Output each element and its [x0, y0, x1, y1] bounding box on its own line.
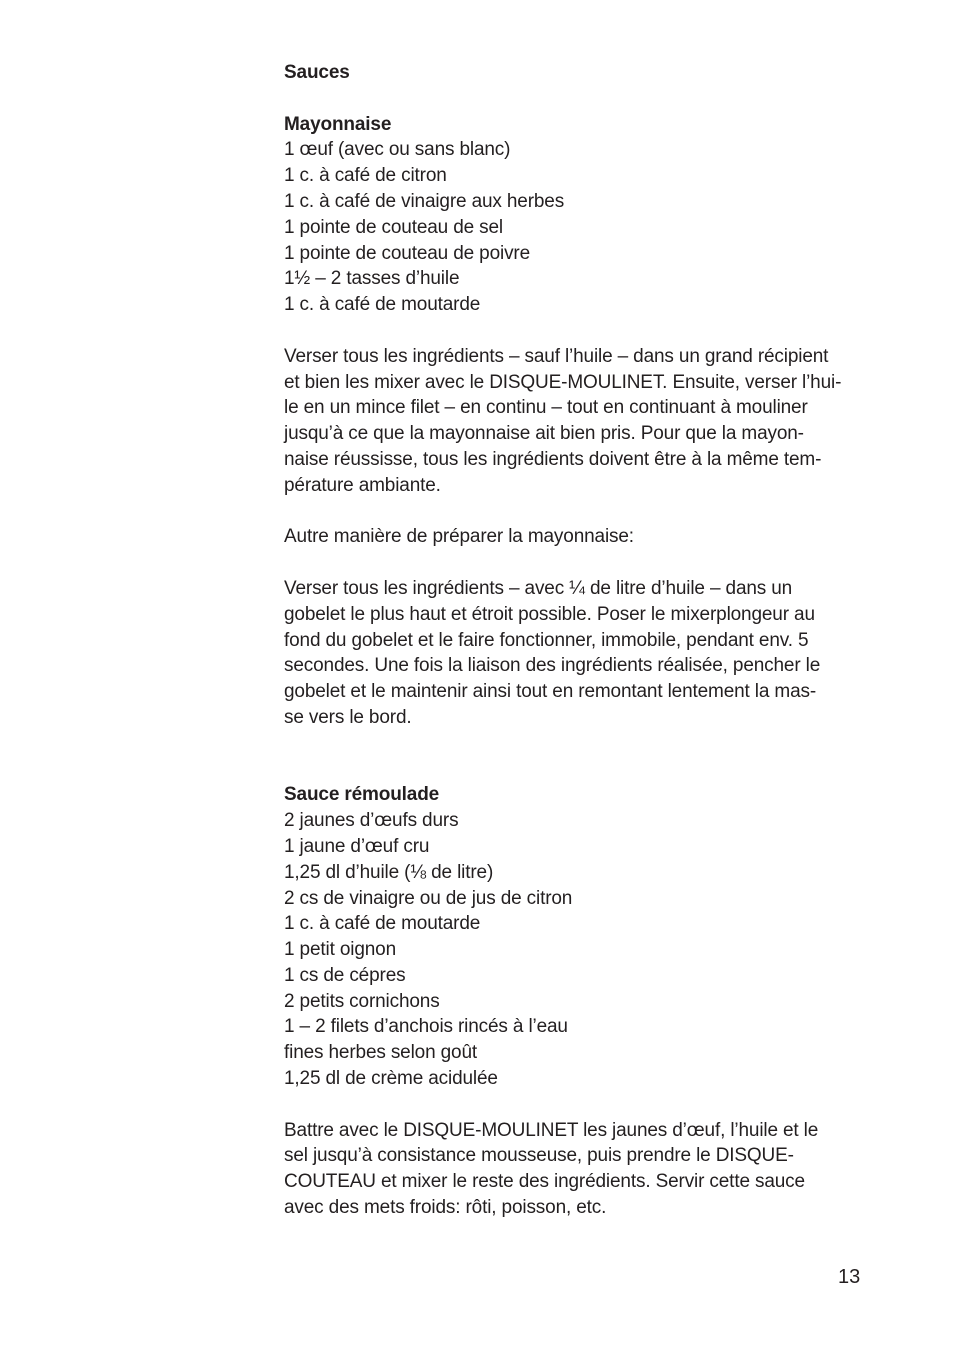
text-line: gobelet le plus haut et étroit possible. Poser le mixerplongeur au	[284, 603, 815, 625]
text-line: secondes. Une fois la liaison des ingrédients réalisée, pencher le	[284, 655, 821, 677]
ingredient-line: 2 jaunes d’œufs durs	[284, 810, 459, 832]
ingredient-line: 1,25 dl de crème acidulée	[284, 1068, 498, 1090]
mayonnaise-recipe	[284, 112, 874, 731]
spacer	[284, 731, 874, 783]
ingredient-line: 1 pointe de couteau de poivre	[284, 242, 531, 264]
mayonnaise-title: Mayonnaise	[284, 113, 392, 135]
text-line: Verser tous les ingrédients – sauf l’huile – dans un grand récipient	[284, 345, 829, 367]
ingredient-line: 2 petits cornichons	[284, 990, 440, 1012]
ingredient-line: fines herbes selon goût	[284, 1042, 478, 1064]
spacer	[284, 86, 874, 112]
spacer	[284, 499, 874, 525]
section-title: Sauces	[284, 62, 350, 83]
text-line: jusqu’à ce que la mayonnaise ait bien pris. Pour que la mayon-	[284, 423, 804, 445]
text-line: naise réussisse, tous les ingrédients doivent être à la même tem-	[284, 448, 822, 470]
spacer	[284, 318, 874, 344]
remoulade-title: Sauce rémoulade	[284, 784, 440, 806]
spacer	[284, 550, 874, 576]
text-line: Battre avec le DISQUE-MOULINET les jaunes d’œuf, l’huile et le	[284, 1119, 819, 1141]
page-number: 13	[838, 1266, 861, 1288]
page-content	[284, 60, 874, 1221]
mayonnaise-alternative-instructions	[284, 576, 874, 731]
mayonnaise-ingredients	[284, 137, 874, 318]
ingredient-line: 1½ – 2 tasses d’huile	[284, 268, 460, 290]
ingredient-line: 1 c. à café de moutarde	[284, 913, 481, 935]
text-line: gobelet et le maintenir ainsi tout en remontant lentement la mas-	[284, 681, 817, 703]
text-line: se vers le bord.	[284, 706, 412, 728]
text-line: pérature ambiante.	[284, 474, 441, 496]
remoulade-recipe	[284, 782, 874, 1221]
text-line: et bien les mixer avec le DISQUE-MOULINET. Ensuite, verser l’hui-	[284, 371, 842, 393]
remoulade-instructions	[284, 1118, 874, 1221]
ingredient-line: 1 – 2 filets d’anchois rincés à l’eau	[284, 1016, 568, 1038]
remoulade-ingredients	[284, 808, 874, 1092]
text-line: sel jusqu’à consistance mousseuse, puis prendre le DISQUE-	[284, 1145, 794, 1167]
text-line: fond du gobelet et le faire fonctionner, immobile, pendant env. 5	[284, 629, 809, 651]
ingredient-line: 2 cs de vinaigre ou de jus de citron	[284, 887, 573, 909]
text-line: avec des mets froids: rôti, poisson, etc.	[284, 1197, 607, 1219]
text-line: COUTEAU et mixer le reste des ingrédients. Servir cette sauce	[284, 1171, 805, 1193]
mayonnaise-instructions	[284, 344, 874, 499]
alternative-intro: Autre manière de préparer la mayonnaise:	[284, 526, 634, 548]
ingredient-line: 1 cs de cépres	[284, 964, 406, 986]
ingredient-line: 1 c. à café de moutarde	[284, 294, 481, 316]
ingredient-line: 1 pointe de couteau de sel	[284, 216, 503, 238]
text-line: le en un mince filet – en continu – tout en continuant à mouliner	[284, 397, 808, 419]
ingredient-line: 1 œuf (avec ou sans blanc)	[284, 139, 511, 161]
ingredient-line: 1 c. à café de citron	[284, 165, 447, 187]
ingredient-line: 1 jaune d’œuf cru	[284, 835, 430, 857]
ingredient-line: 1 c. à café de vinaigre aux herbes	[284, 190, 565, 212]
spacer	[284, 1092, 874, 1118]
text-line: Verser tous les ingrédients – avec ¼ de litre d’huile – dans un	[284, 577, 793, 599]
ingredient-line: 1,25 dl d’huile (⅛ de litre)	[284, 861, 494, 883]
ingredient-line: 1 petit oignon	[284, 939, 396, 961]
